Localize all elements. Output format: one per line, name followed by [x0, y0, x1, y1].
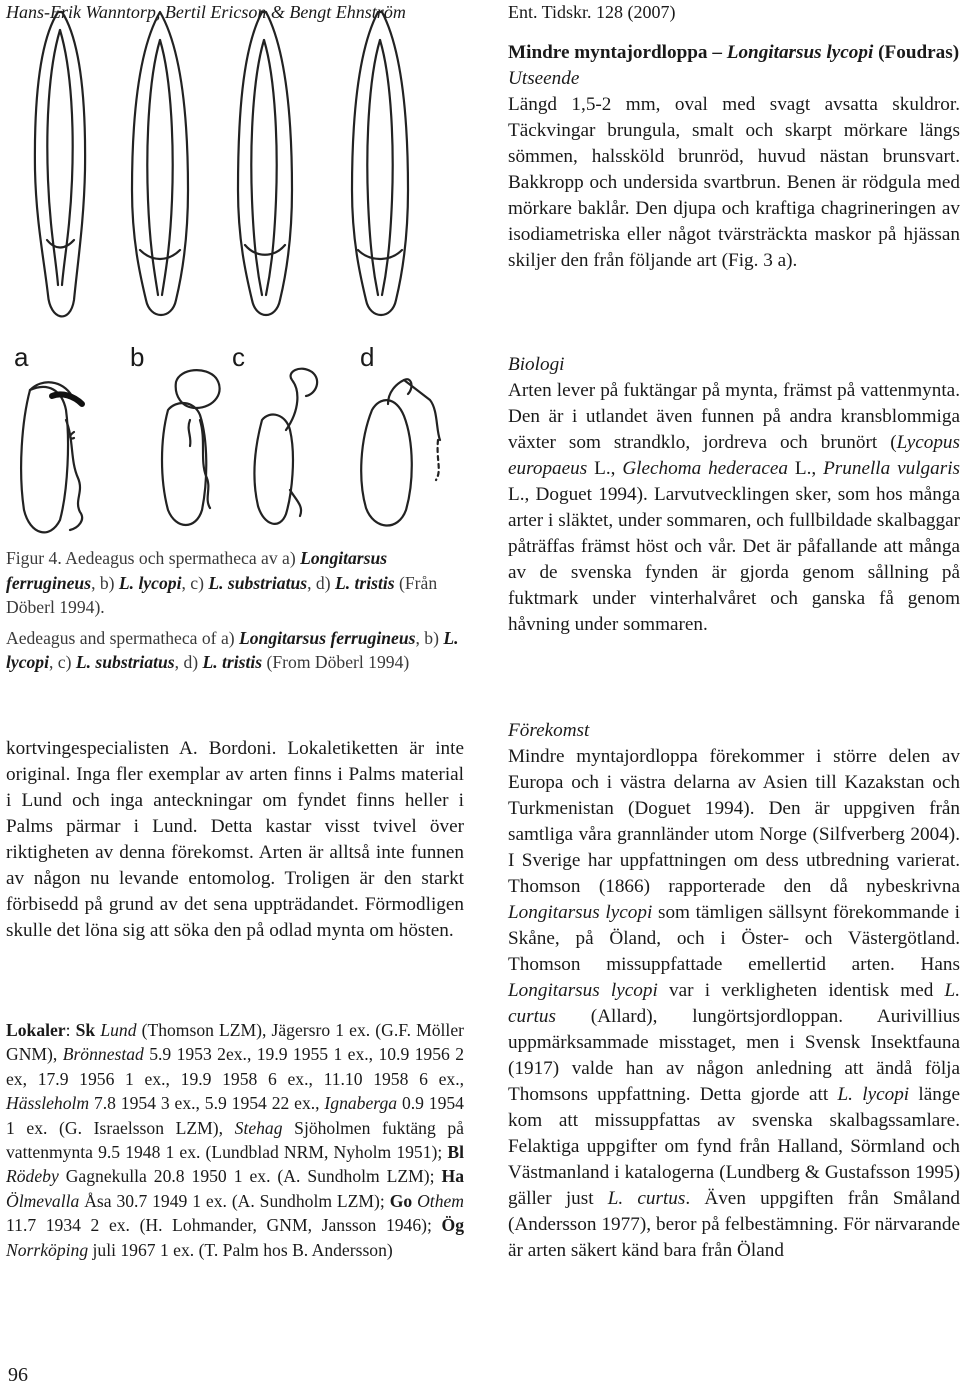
species-title: Mindre myntajordloppa – Longitarsus lycopi (Foudras) [508, 42, 960, 63]
figure-4-drawings [0, 0, 500, 545]
subheading-utseende: Utseende [508, 68, 580, 89]
paragraph-forekomst: Mindre myntajordloppa förekommer i större delen av Europa och i västra delarna av Asien till Kazakstan och Turkmenistan (Doguet 1994). Den är uppgiven från samtliga våra grannländer utom Norge (Silfverberg 2004). I Sverige har uppfattningen om dess utbredning varierat. Thomson (1866) rapporterade den då nybeskrivna Longitarsus lycopi som tämligen sällsynt förekommande i Skåne, på Öland, och i Öster- och Västergötland. Thomson missuppfattade emellertid arten. Hans Longitarsus lycopi var i verkligheten identisk med L. curtus (Allard), lungörtsjordloppan. Aurivillius uppmärksammade misstaget, men i Svensk Insektfauna (1917) valde han av någon anledning att ändå följa Thomsons uppfattning. Detta gjorde att L. lycopi länge kom att missuppfattas av svenska skalbagssamlare. Felaktiga uppgifter om fynd från Halland, Sörmland och Västmanland i katalogerna (Lundberg & Gustafsson 1995) gäller just L. curtus. Även uppgiften från Småland (Andersson 1977), beror på felbestämning. För närvarande är arten säkert känd bara från Öland [508, 746, 960, 1261]
subheading-forekomst: Förekomst [508, 720, 590, 741]
aedeagus-a [35, 12, 85, 316]
figure-label-a: a [14, 342, 29, 372]
spermatheca-d [361, 379, 440, 525]
aedeagus-d [352, 12, 408, 315]
running-head-journal: Ent. Tidskr. 128 (2007) [508, 2, 676, 22]
figure-label-d: d [360, 342, 375, 372]
figure-caption [6, 546, 464, 675]
paragraph-utseende: Längd 1,5-2 mm, oval med svagt avsatta skuldror. Täckvingar brungula, smalt och skarpt mörkare längs sömmen, halssköld brunröd, huvud nästan brunsvart. Bakkropp och undersida svartbrun. Benen är rödgula med mörkare baklår. Den djupa och kraftiga chagrineringen av isodiametriska eller något tvärsträckta maskor på hjässan skiljer den från följande art (Fig. 3 a). [508, 94, 960, 271]
page-number: 96 [8, 1364, 28, 1386]
aedeagus-c [238, 12, 292, 315]
spermatheca-c [255, 369, 318, 524]
figure-label-c: c [232, 342, 245, 372]
spermatheca-b [162, 370, 220, 525]
subheading-biologi: Biologi [508, 354, 565, 375]
paragraph-lokaler: Lokaler: Sk Lund (Thomson LZM), Jägersro 1 ex. (G.F. Möller GNM), Brönnestad 5.9 1953 2ex., 19.9 1955 1 ex., 10.9 1956 2 ex, 17.9 1956 1 ex., 19.9 1958 6 ex., 11.10 1958 6 ex., Hässleholm 7.8 1954 3 ex., 5.9 1954 22 ex., Ignaberga 0.9 1954 1 ex. (G. Israelsson LZM), Stehag Sjöholmen fuktäng på vattenmynta 9.5 1948 1 ex. (Lundblad NRM, Nyholm 1951); Bl Rödeby Gagnekulla 20.8 1950 1 ex. (A. Sundholm LZM); Ha Ölmevalla Åsa 30.7 1949 1 ex. (A. Sundholm LZM); Go Othem 11.7 1934 2 ex. (H. Lohmander, GNM, Jansson 1946); Ög Norrköping juli 1967 1 ex. (T. Palm hos B. Andersson) [6, 1020, 464, 1260]
spermatheca-a [21, 382, 82, 532]
section-forekomst [508, 718, 960, 1264]
figure-caption-english: Aedeagus and spermatheca of a) Longitarsus ferrugineus, b) L. lycopi, c) L. substriatus, d) L. tristis (From Döberl 1994) [6, 627, 459, 673]
section-biologi [508, 352, 960, 638]
aedeagus-b [132, 12, 188, 315]
paragraph-biologi: Arten lever på fuktängar på mynta, främst på vattenmynta. Den är i utlandet även funnen på andra kransblommiga växter som strandklo, jordreva och brunört (Lycopus europaeus L., Glechoma hederacea L., Prunella vulgaris L., Doguet 1994). Larvutvecklingen sker, som hos många arter i släktet, under sommaren, och fullbildade skalbaggar påträffas främst höst och vår. Det är påfallande att många av de svenska fynden är gjorda genom sållning på fuktmark under vinterhalvåret och ganska få genom håvning under sommaren. [508, 380, 960, 635]
figure-caption-swedish: Figur 4. Aedeagus och spermatheca av a) Longitarsus ferrugineus, b) L. lycopi, c) L. substriatus, d) L. tristis (Från Döberl 1994). [6, 548, 438, 618]
section-utseende [508, 40, 960, 274]
running-head-authors: Hans-Erik Wanntorp, Bertil Ericson & Bengt Ehnström [6, 2, 406, 22]
figure-label-b: b [130, 342, 145, 372]
paragraph-left-body: kortvingespecialisten A. Bordoni. Lokaletiketten är inte original. Inga fler exemplar av arten finns i Palms material i Lund och inga anteckningar om fyndet finns heller i Palms pärmar i Lund. Detta kastar visst tvivel över riktigheten av denna förekomst. Arten är alltså inte funnen av någon nu levande entomolog. Troligen är den starkt förbisedd på grund av det sena uppträdandet. Förmodligen skulle det löna sig att söka den på odlad mynta om hösten. [6, 738, 464, 941]
